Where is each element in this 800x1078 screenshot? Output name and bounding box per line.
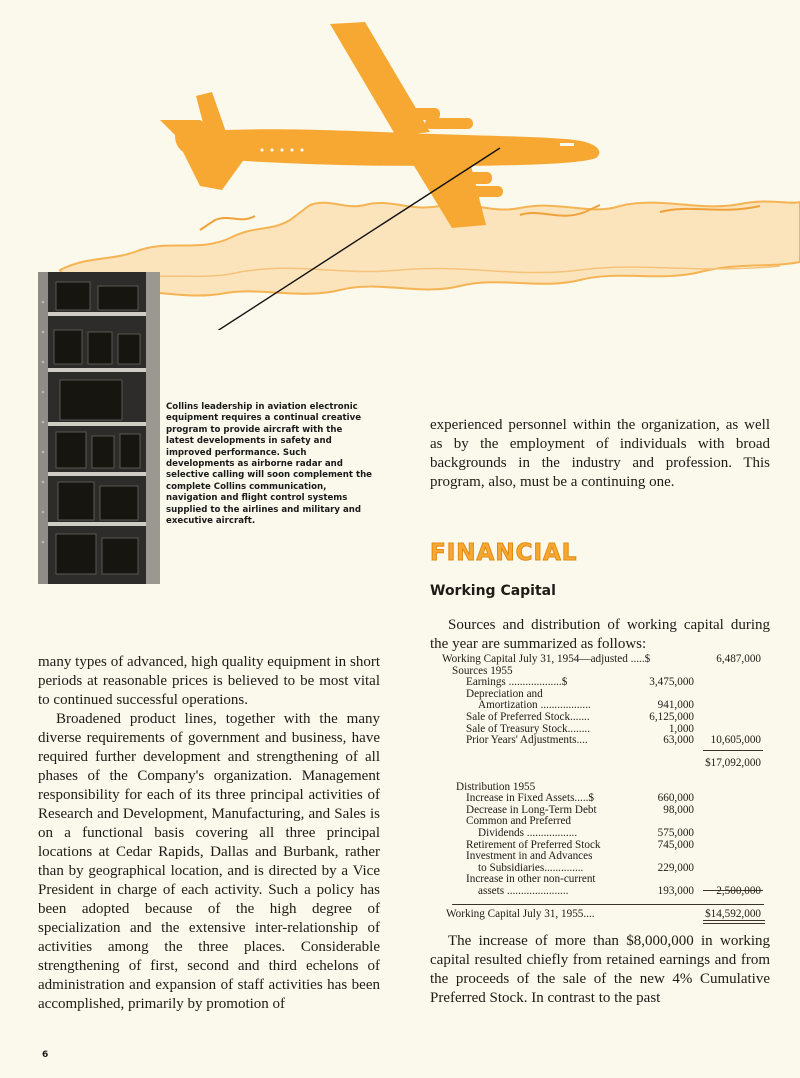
row-label: Increase in Fixed Assets.....$ <box>466 793 595 805</box>
right-column-bottom <box>430 932 770 1008</box>
table-rule <box>703 750 763 751</box>
row-amount-total: 6,487,000 <box>716 653 761 665</box>
paragraph-organization: Broadened product lines, together with the many diverse requirements of government and business, have required further development and strengthening of all phases of the Company's organization. Management responsibility for each of its three principal activities of Research and Development, Manufacturing, and Sales is on a functional basis covering all three principal locations at Cedar Rapids, Dallas and Burbank, rather than by geographical location, and is directed by a Vice President in charge of each activity. Such a policy has been adopted because of the high degree of specialization and the extensive inter-relationship of activities among the three places. Considerable strengthening of first, second and third echelons of administration and expansion of staff activities has been accomplished, primarily by promotion of <box>38 711 380 1012</box>
row-label: Sale of Preferred Stock....... <box>466 711 590 723</box>
row-label: Prior Years' Adjustments.... <box>466 735 588 747</box>
table-row <box>442 909 767 921</box>
row-amount-total: 10,605,000 <box>710 734 761 747</box>
row-amount-subtotal: 1,000 <box>668 722 694 735</box>
table-row <box>442 851 767 863</box>
table-row <box>442 735 767 747</box>
table-row <box>442 805 767 817</box>
row-label: Retirement of Preferred Stock <box>466 839 601 851</box>
section-heading-financial: FINANCIAL <box>430 540 578 566</box>
equipment-rack-drawing <box>38 272 160 584</box>
row-label: Common and Preferred <box>466 816 572 828</box>
row-amount-subtotal: 575,000 <box>657 826 694 839</box>
table-row <box>442 863 767 875</box>
row-label: Sale of Treasury Stock........ <box>466 723 590 735</box>
subheading-working-capital: Working Capital <box>430 583 556 599</box>
photo-caption <box>166 402 372 527</box>
table-rule <box>703 890 763 891</box>
table-row <box>442 677 767 689</box>
table-row <box>442 654 767 666</box>
table-row <box>442 666 767 678</box>
right-column-top <box>430 416 770 492</box>
row-amount-total: $14,592,000 <box>705 908 761 921</box>
table-row <box>442 700 767 712</box>
table-row <box>442 816 767 828</box>
row-label: assets ...................... <box>478 885 569 897</box>
row-amount-subtotal: 98,000 <box>663 803 694 816</box>
page-number: 6 <box>42 1050 49 1060</box>
row-amount-subtotal: 660,000 <box>657 792 694 805</box>
row-label: Distribution 1955 <box>456 781 536 793</box>
row-amount-subtotal: 229,000 <box>657 861 694 874</box>
table-row <box>442 770 767 782</box>
row-label: Dividends .................. <box>478 827 578 839</box>
paragraph-continuation: experienced personnel within the organization, as well as by the employment of individuals with broad backgrounds in the industry and profession. This program, also, must be a continuing one. <box>430 417 770 490</box>
working-capital-table <box>442 654 767 921</box>
table-rule <box>703 923 765 924</box>
row-label: Working Capital July 31, 1955.... <box>446 909 595 921</box>
table-row <box>442 840 767 852</box>
table-row <box>442 782 767 794</box>
table-rule <box>452 904 764 905</box>
row-label: to Subsidiaries.............. <box>478 862 584 874</box>
row-label: Investment in and Advances <box>466 851 593 863</box>
row-amount-subtotal: 3,475,000 <box>649 676 694 689</box>
table-row <box>442 689 767 701</box>
row-amount-subtotal: 6,125,000 <box>649 710 694 723</box>
table-rule <box>703 920 765 921</box>
paragraph-increase: The increase of more than $8,000,000 in working capital resulted chiefly from retained earnings and from the proceeds of the sale of the new 4% Cumulative Preferred Stock. In contrast to the past <box>430 933 770 1006</box>
table-row <box>442 758 767 770</box>
row-amount-subtotal: 63,000 <box>663 734 694 747</box>
row-amount-subtotal: 193,000 <box>657 884 694 897</box>
table-row <box>442 793 767 805</box>
airplane-icon <box>160 22 599 228</box>
paragraph-quality-equipment: many types of advanced, high quality equipment in short periods at reasonable prices is believed to be most vital to continued successful operations. <box>38 654 380 708</box>
caption-text: Collins leadership in aviation electronic equipment requires a continual creative program to provide aircraft with the latest developments in safety and improved performance. Such developments as airborne radar and selective calling will soon complement the complete Collins communication, navigation and flight control systems supplied to the airlines and military and executive aircraft. <box>166 402 373 527</box>
row-label: Amortization .................. <box>478 700 591 712</box>
row-label: Depreciation and <box>466 688 543 700</box>
row-label: Decrease in Long-Term Debt <box>466 804 597 816</box>
row-amount-total <box>716 886 761 898</box>
row-amount-total: $17,092,000 <box>705 757 761 770</box>
left-column <box>38 653 380 1014</box>
row-label: Working Capital July 31, 1954—adjusted .....$ <box>442 654 651 665</box>
electronic-equipment-rack-photo <box>38 272 160 584</box>
table-row <box>442 828 767 840</box>
row-amount-subtotal: 941,000 <box>657 699 694 712</box>
cloud-band-icon <box>60 201 800 295</box>
paragraph-intro: Sources and distribution of working capital during the year are summarized as follows: <box>430 617 770 652</box>
row-amount-subtotal: 745,000 <box>657 838 694 851</box>
row-label: Sources 1955 <box>452 665 513 677</box>
right-column-intro <box>430 616 770 654</box>
row-label: Earnings ...................$ <box>466 677 568 689</box>
row-label: Increase in other non-current <box>466 874 596 886</box>
table-row <box>442 886 767 898</box>
table-row <box>442 712 767 724</box>
